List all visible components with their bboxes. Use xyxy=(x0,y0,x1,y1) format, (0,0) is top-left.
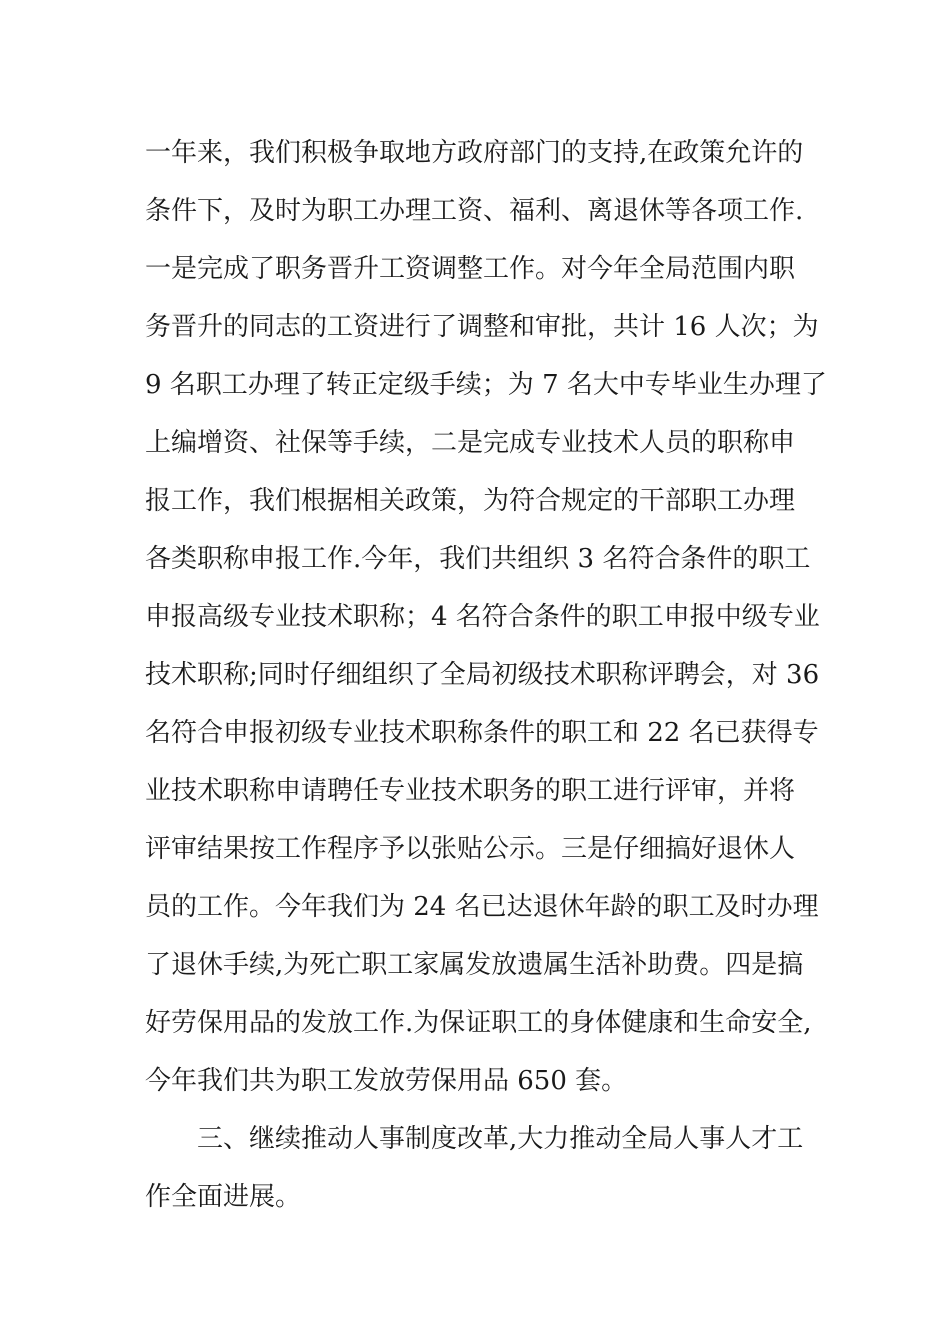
text-line: 了退休手续,为死亡职工家属发放遗属生活补助费。四是搞 xyxy=(145,950,804,980)
text-line: 业技术职称申请聘任专业技术职务的职工进行评审，并将 xyxy=(145,776,796,806)
section-heading-line: 三、继续推动人事制度改革,大力推动全局人事人才工 xyxy=(197,1124,804,1154)
text-line: 务晋升的同志的工资进行了调整和审批，共计 16 人次；为 xyxy=(145,312,819,342)
text-line: 今年我们共为职工发放劳保用品 650 套。 xyxy=(145,1066,628,1096)
section-heading-line: 作全面进展。 xyxy=(145,1182,302,1212)
paragraph-2 xyxy=(145,1110,825,1226)
text-line: 员的工作。今年我们为 24 名已达退休年龄的职工及时办理 xyxy=(145,892,819,922)
text-line: 名符合申报初级专业技术职称条件的职工和 22 名已获得专 xyxy=(145,718,819,748)
text-line: 一是完成了职务晋升工资调整工作。对今年全局范围内职 xyxy=(145,254,796,284)
text-line: 各类职称申报工作.今年，我们共组织 3 名符合条件的职工 xyxy=(145,544,811,574)
text-line: 评审结果按工作程序予以张贴公示。三是仔细搞好退休人 xyxy=(145,834,796,864)
text-line: 条件下，及时为职工办理工资、福利、离退休等各项工作. xyxy=(145,196,804,226)
text-line: 申报高级专业技术职称；4 名符合条件的职工申报中级专业 xyxy=(145,602,820,632)
paragraph-1 xyxy=(145,124,825,1110)
text-line: 技术职称;同时仔细组织了全局初级技术职称评聘会，对 36 xyxy=(145,660,820,690)
document-body xyxy=(145,124,825,1226)
text-line: 报工作，我们根据相关政策，为符合规定的干部职工办理 xyxy=(145,486,796,516)
text-line: 上编增资、社保等手续，二是完成专业技术人员的职称申 xyxy=(145,428,796,458)
text-line: 好劳保用品的发放工作.为保证职工的身体健康和生命安全, xyxy=(145,1008,812,1038)
text-line: 一年来，我们积极争取地方政府部门的支持,在政策允许的 xyxy=(145,138,804,168)
text-line: 9 名职工办理了转正定级手续；为 7 名大中专毕业生办理了 xyxy=(145,370,827,400)
